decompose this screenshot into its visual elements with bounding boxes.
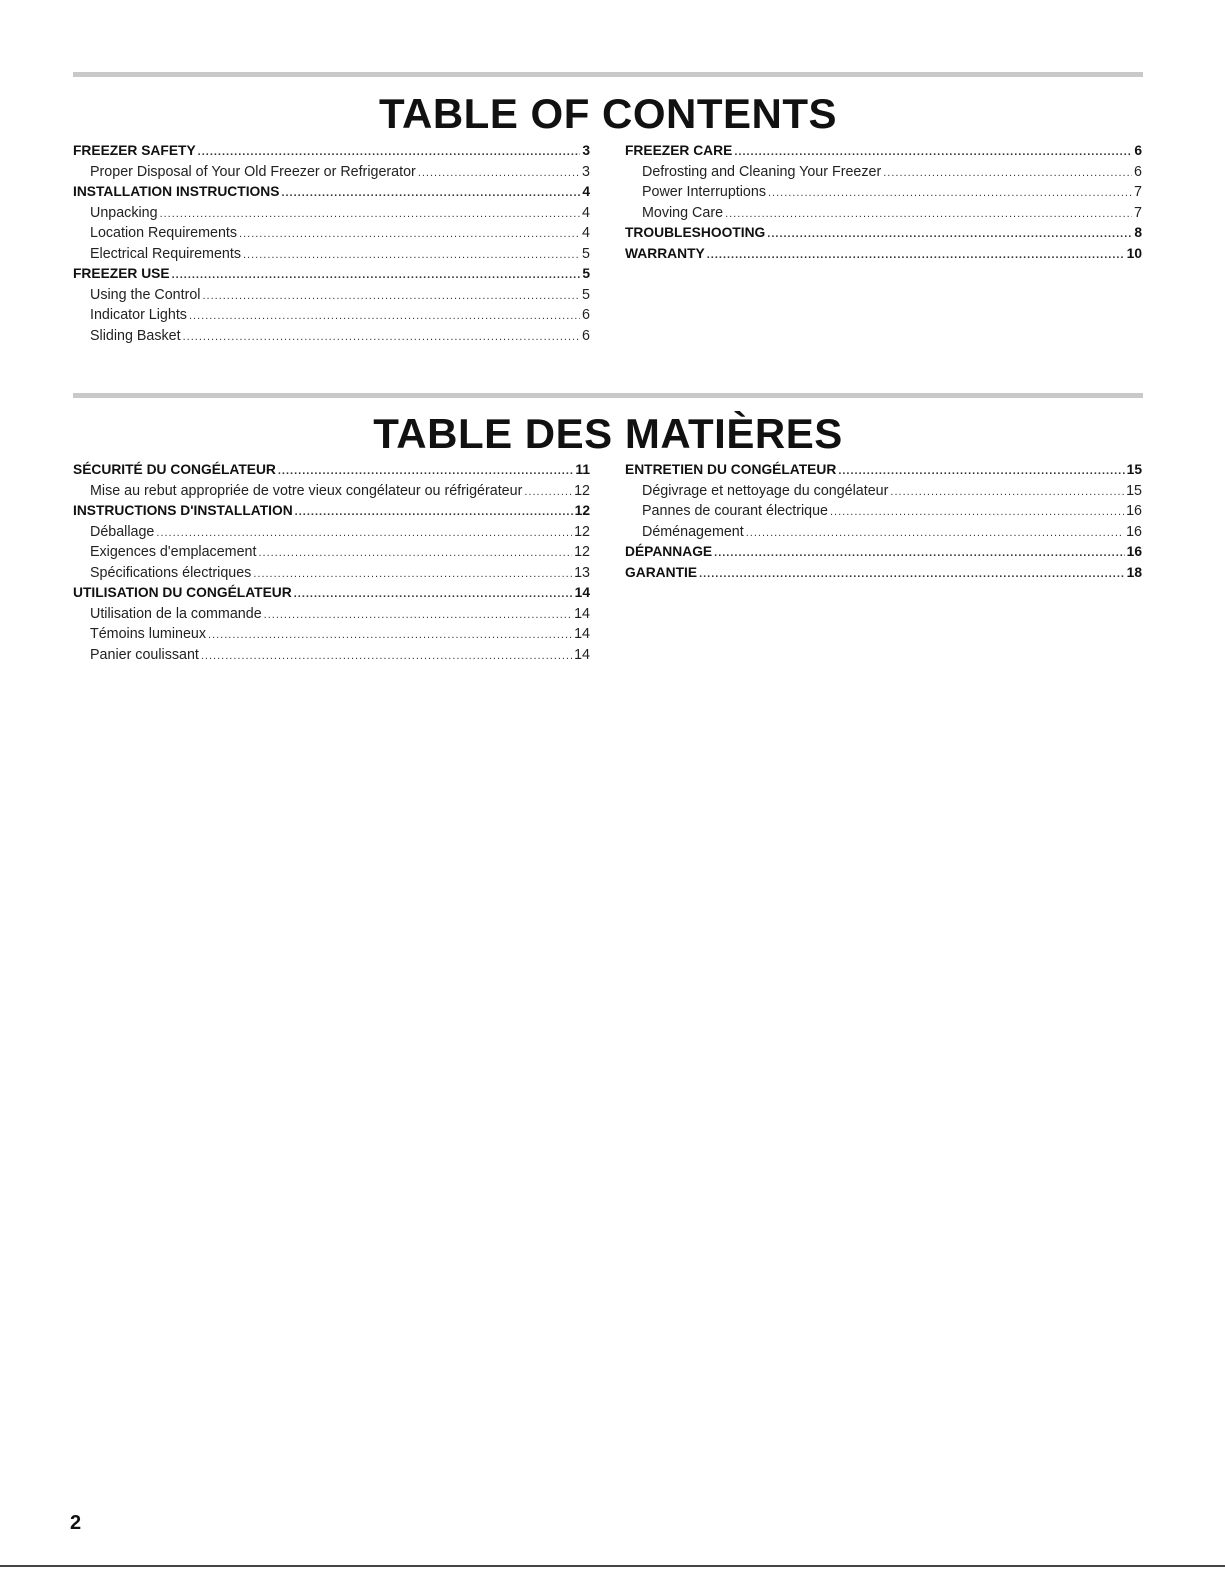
toc-entry-label: Pannes de courant électrique <box>642 503 828 519</box>
toc-subsection-entry <box>73 624 590 645</box>
toc-dot-leader <box>202 286 580 307</box>
toc-dot-leader <box>883 163 1132 184</box>
toc-dot-leader <box>768 183 1132 204</box>
toc-dot-leader <box>264 605 572 626</box>
toc-entry-page: 6 <box>1134 163 1142 180</box>
toc-entry-page: 4 <box>582 204 590 221</box>
en-toc-right-column <box>625 141 1142 264</box>
toc-entry-label: FREEZER USE <box>73 266 170 281</box>
toc-section-entry <box>73 264 590 285</box>
toc-entry-page: 12 <box>574 503 590 518</box>
toc-dot-leader <box>838 461 1124 482</box>
toc-dot-leader <box>160 204 580 225</box>
toc-entry-page: 5 <box>582 286 590 303</box>
toc-dot-leader <box>767 224 1132 245</box>
en-toc-title: TABLE OF CONTENTS <box>378 90 838 137</box>
toc-entry-label: SÉCURITÉ DU CONGÉLATEUR <box>73 462 276 477</box>
toc-entry-page: 16 <box>1126 544 1142 559</box>
toc-entry-page: 15 <box>1126 482 1142 499</box>
toc-entry-label: Using the Control <box>90 286 201 303</box>
page-number: 2 <box>70 1512 82 1534</box>
toc-entry-label: Spécifications électriques <box>90 564 252 581</box>
toc-subsection-entry <box>73 604 590 625</box>
toc-entry-page: 8 <box>1134 225 1142 240</box>
toc-entry-label: Electrical Requirements <box>90 245 241 262</box>
toc-section-entry <box>73 460 590 481</box>
toc-entry-label: Indicator Lights <box>90 307 187 323</box>
toc-dot-leader <box>524 482 572 503</box>
toc-dot-leader <box>734 142 1132 163</box>
toc-subsection-entry <box>625 203 1142 224</box>
toc-entry-page: 4 <box>582 184 590 199</box>
toc-section-entry <box>73 141 590 162</box>
toc-subsection-entry <box>625 162 1142 183</box>
toc-dot-leader <box>725 204 1132 225</box>
toc-entry-page: 14 <box>574 605 590 622</box>
toc-subsection-entry <box>73 285 590 306</box>
toc-entry-page: 4 <box>582 225 590 241</box>
top-divider <box>73 72 1143 77</box>
toc-subsection-entry <box>73 162 590 183</box>
toc-entry-page: 5 <box>582 245 590 262</box>
toc-entry-label: Mise au rebut appropriée de votre vieux congélateur ou réfrigérateur <box>90 482 523 499</box>
toc-entry-page: 14 <box>574 626 590 642</box>
toc-entry-label: UTILISATION DU CONGÉLATEUR <box>73 585 292 600</box>
toc-dot-leader <box>208 625 572 646</box>
toc-dot-leader <box>281 183 580 204</box>
toc-dot-leader <box>189 306 580 327</box>
toc-entry-label: Déménagement <box>642 523 744 540</box>
toc-dot-leader <box>172 265 581 286</box>
toc-entry-page: 18 <box>1126 564 1142 580</box>
toc-section-entry <box>73 501 590 522</box>
toc-section-entry <box>625 223 1142 244</box>
toc-subsection-entry <box>73 223 590 244</box>
toc-entry-page: 10 <box>1126 245 1142 261</box>
toc-entry-label: Unpacking <box>90 204 158 221</box>
toc-entry-label: INSTALLATION INSTRUCTIONS <box>73 184 280 199</box>
toc-entry-label: FREEZER CARE <box>625 143 733 158</box>
toc-entry-page: 12 <box>574 523 590 540</box>
toc-entry-label: Exigences d'emplacement <box>90 544 257 560</box>
toc-entry-page: 14 <box>574 646 590 663</box>
toc-subsection-entry <box>73 542 590 563</box>
toc-entry-label: Moving Care <box>642 204 724 221</box>
middle-divider <box>73 393 1143 398</box>
toc-subsection-entry <box>73 326 590 347</box>
toc-section-entry <box>625 141 1142 162</box>
toc-entry-label: Proper Disposal of Your Old Freezer or Refrigerator <box>90 163 416 180</box>
toc-dot-leader <box>198 142 581 163</box>
toc-subsection-entry <box>73 305 590 326</box>
fr-toc-left-column <box>73 460 590 665</box>
toc-section-entry <box>73 583 590 604</box>
toc-entry-label: Témoins lumineux <box>90 626 207 642</box>
fr-toc-right-column <box>625 460 1142 583</box>
toc-dot-leader <box>746 523 1124 544</box>
toc-entry-label: Power Interruptions <box>642 184 766 200</box>
toc-entry-page: 3 <box>582 143 590 158</box>
toc-subsection-entry <box>73 563 590 584</box>
toc-dot-leader <box>156 523 572 544</box>
toc-entry-label: Déballage <box>90 523 155 540</box>
toc-subsection-entry <box>73 244 590 265</box>
toc-subsection-entry <box>625 522 1142 543</box>
toc-entry-page: 14 <box>574 585 590 600</box>
toc-entry-page: 16 <box>1126 523 1142 540</box>
toc-section-entry <box>625 542 1142 563</box>
toc-entry-page: 7 <box>1134 184 1142 200</box>
toc-entry-label: Defrosting and Cleaning Your Freezer <box>642 163 882 180</box>
toc-entry-label: GARANTIE <box>625 564 698 580</box>
toc-entry-page: 6 <box>582 307 590 323</box>
toc-dot-leader <box>258 543 572 564</box>
toc-subsection-entry <box>73 203 590 224</box>
en-toc-left-column <box>73 141 590 346</box>
toc-dot-leader <box>294 584 573 605</box>
toc-entry-label: Panier coulissant <box>90 646 199 663</box>
toc-entry-label: Sliding Basket <box>90 327 181 344</box>
toc-entry-page: 7 <box>1134 204 1142 221</box>
toc-entry-page: 15 <box>1126 462 1142 477</box>
toc-dot-leader <box>418 163 580 184</box>
toc-subsection-entry <box>73 522 590 543</box>
toc-dot-leader <box>183 327 580 348</box>
toc-entry-label: Utilisation de la commande <box>90 605 262 622</box>
toc-dot-leader <box>278 461 574 482</box>
fr-toc-title: TABLE DES MATIÈRES <box>373 410 843 457</box>
toc-subsection-entry <box>625 501 1142 522</box>
toc-subsection-entry <box>73 481 590 502</box>
toc-dot-leader <box>830 502 1124 523</box>
toc-entry-page: 16 <box>1126 503 1142 519</box>
toc-entry-label: Location Requirements <box>90 225 238 241</box>
toc-entry-page: 5 <box>582 266 590 281</box>
toc-dot-leader <box>243 245 580 266</box>
toc-entry-page: 6 <box>582 327 590 344</box>
toc-dot-leader <box>253 564 572 585</box>
toc-entry-page: 6 <box>1134 143 1142 158</box>
toc-subsection-entry <box>625 481 1142 502</box>
toc-dot-leader <box>699 564 1125 585</box>
toc-entry-label: WARRANTY <box>625 245 705 261</box>
toc-dot-leader <box>239 224 580 245</box>
toc-section-entry <box>73 182 590 203</box>
toc-subsection-entry <box>73 645 590 666</box>
toc-dot-leader <box>201 646 572 667</box>
toc-entry-label: DÉPANNAGE <box>625 544 713 559</box>
toc-entry-page: 12 <box>574 544 590 560</box>
toc-entry-page: 3 <box>582 163 590 180</box>
toc-section-entry <box>625 244 1142 265</box>
toc-entry-page: 13 <box>574 564 590 581</box>
toc-entry-page: 11 <box>575 462 590 477</box>
toc-subsection-entry <box>625 182 1142 203</box>
toc-entry-page: 12 <box>574 482 590 499</box>
toc-entry-label: FREEZER SAFETY <box>73 143 196 158</box>
toc-dot-leader <box>714 543 1125 564</box>
toc-section-entry <box>625 563 1142 584</box>
toc-dot-leader <box>295 502 573 523</box>
toc-entry-label: ENTRETIEN DU CONGÉLATEUR <box>625 462 837 477</box>
toc-section-entry <box>625 460 1142 481</box>
bottom-divider <box>0 1565 1225 1567</box>
toc-dot-leader <box>707 245 1125 266</box>
toc-entry-label: Dégivrage et nettoyage du congélateur <box>642 482 889 499</box>
toc-entry-label: TROUBLESHOOTING <box>625 225 766 240</box>
toc-dot-leader <box>890 482 1124 503</box>
toc-entry-label: INSTRUCTIONS D'INSTALLATION <box>73 503 293 518</box>
